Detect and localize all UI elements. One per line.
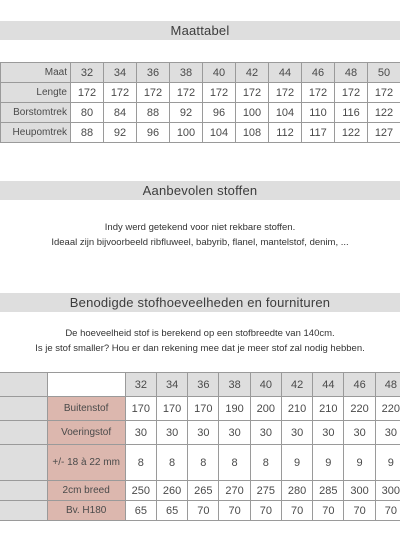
table-cell: 250	[125, 481, 156, 501]
table-cell: 172	[104, 83, 137, 103]
row-label	[0, 481, 47, 501]
table-cell: 100	[170, 123, 203, 143]
size-cell: 40	[250, 373, 281, 397]
row-label	[0, 501, 47, 521]
size-header-label: Maat	[1, 63, 71, 83]
table-cell: 117	[302, 123, 335, 143]
table-cell: 70	[313, 501, 344, 521]
size-cell: 48	[335, 63, 368, 83]
recommended-fabrics-text	[0, 220, 400, 250]
size-cell: 42	[281, 373, 312, 397]
empty-cell	[47, 373, 125, 397]
size-cell: 46	[344, 373, 375, 397]
row-label: Borstomtrek	[1, 103, 71, 123]
table-cell: 30	[281, 421, 312, 445]
table-cell: 84	[104, 103, 137, 123]
table-cell: 92	[170, 103, 203, 123]
table-row	[1, 83, 400, 103]
row-label: Lengte	[1, 83, 71, 103]
table-cell: 220	[375, 397, 400, 421]
table-cell: 88	[137, 103, 170, 123]
table-cell: 108	[236, 123, 269, 143]
table-cell: 170	[188, 397, 219, 421]
sub-label: Bv. H180	[47, 501, 125, 521]
table-cell: 30	[250, 421, 281, 445]
table-cell: 65	[156, 501, 187, 521]
fabric-header-label	[0, 373, 47, 397]
recommended-line-2: Ideaal zijn bijvoorbeeld ribfluweel, babyrib, flanel, mantelstof, denim, ...	[51, 237, 349, 248]
table-cell: 100	[236, 103, 269, 123]
table-cell: 70	[188, 501, 219, 521]
table-cell: 172	[137, 83, 170, 103]
table-cell: 30	[188, 421, 219, 445]
table-cell: 30	[313, 421, 344, 445]
size-chart-header-row	[1, 63, 400, 83]
table-cell: 9	[344, 445, 375, 481]
table-cell: 92	[104, 123, 137, 143]
size-chart-title: Maattabel	[0, 21, 400, 40]
table-row	[0, 397, 400, 421]
size-cell: 38	[170, 63, 203, 83]
table-cell: 70	[219, 501, 250, 521]
table-cell: 172	[302, 83, 335, 103]
table-row	[0, 481, 400, 501]
row-label	[0, 445, 47, 481]
row-label	[0, 421, 47, 445]
table-cell: 300	[375, 481, 400, 501]
table-cell: 30	[219, 421, 250, 445]
table-cell: 172	[203, 83, 236, 103]
fabric-line-2: Is je stof smaller? Hou er dan rekening mee dat je meer stof zal nodig hebben.	[35, 343, 365, 354]
table-cell: 172	[71, 83, 104, 103]
table-cell: 172	[269, 83, 302, 103]
table-cell: 122	[335, 123, 368, 143]
size-cell: 44	[269, 63, 302, 83]
table-cell: 104	[269, 103, 302, 123]
table-cell: 70	[344, 501, 375, 521]
table-cell: 30	[125, 421, 156, 445]
size-cell: 32	[125, 373, 156, 397]
table-cell: 190	[219, 397, 250, 421]
size-cell: 34	[156, 373, 187, 397]
row-label: Heupomtrek	[1, 123, 71, 143]
table-cell: 8	[125, 445, 156, 481]
table-row	[0, 445, 400, 481]
table-cell: 30	[375, 421, 400, 445]
table-cell: 30	[344, 421, 375, 445]
table-cell: 172	[335, 83, 368, 103]
table-cell: 9	[313, 445, 344, 481]
table-cell: 96	[203, 103, 236, 123]
row-label	[0, 397, 47, 421]
size-cell: 40	[203, 63, 236, 83]
table-cell: 265	[188, 481, 219, 501]
fabric-header-row	[0, 373, 400, 397]
table-cell: 300	[344, 481, 375, 501]
table-cell: 170	[125, 397, 156, 421]
size-cell: 36	[188, 373, 219, 397]
table-cell: 210	[313, 397, 344, 421]
size-cell: 46	[302, 63, 335, 83]
table-cell: 112	[269, 123, 302, 143]
table-cell: 122	[368, 103, 400, 123]
table-row	[0, 421, 400, 445]
table-cell: 127	[368, 123, 400, 143]
size-chart-table	[0, 62, 400, 143]
table-row	[1, 123, 400, 143]
size-cell: 50	[368, 63, 400, 83]
table-cell: 200	[250, 397, 281, 421]
table-cell: 172	[170, 83, 203, 103]
table-cell: 110	[302, 103, 335, 123]
table-cell: 104	[203, 123, 236, 143]
table-cell: 8	[188, 445, 219, 481]
sub-label: 2cm breed	[47, 481, 125, 501]
sub-label: +/- 18 à 22 mm	[47, 445, 125, 481]
table-cell: 170	[156, 397, 187, 421]
table-cell: 8	[250, 445, 281, 481]
table-cell: 280	[281, 481, 312, 501]
table-cell: 172	[368, 83, 400, 103]
table-cell: 270	[219, 481, 250, 501]
fabric-requirements-table	[0, 372, 400, 521]
table-cell: 88	[71, 123, 104, 143]
size-cell: 48	[375, 373, 400, 397]
sub-label: Voeringstof	[47, 421, 125, 445]
size-cell: 38	[219, 373, 250, 397]
table-cell: 220	[344, 397, 375, 421]
sub-label: Buitenstof	[47, 397, 125, 421]
table-cell: 9	[281, 445, 312, 481]
size-cell: 42	[236, 63, 269, 83]
table-cell: 116	[335, 103, 368, 123]
table-cell: 275	[250, 481, 281, 501]
recommended-fabrics-title: Aanbevolen stoffen	[0, 181, 400, 200]
table-cell: 65	[125, 501, 156, 521]
fabric-requirements-title: Benodigde stofhoeveelheden en fournituren	[0, 293, 400, 312]
size-cell: 32	[71, 63, 104, 83]
table-cell: 30	[156, 421, 187, 445]
table-cell: 80	[71, 103, 104, 123]
table-cell: 70	[281, 501, 312, 521]
size-cell: 44	[313, 373, 344, 397]
fabric-requirements-text	[0, 326, 400, 356]
table-cell: 8	[219, 445, 250, 481]
recommended-line-1: Indy werd getekend voor niet rekbare stoffen.	[104, 222, 296, 233]
size-cell: 34	[104, 63, 137, 83]
table-cell: 96	[137, 123, 170, 143]
size-cell: 36	[137, 63, 170, 83]
table-cell: 285	[313, 481, 344, 501]
table-cell: 8	[156, 445, 187, 481]
table-cell: 260	[156, 481, 187, 501]
table-row	[0, 501, 400, 521]
table-cell: 9	[375, 445, 400, 481]
table-cell: 70	[250, 501, 281, 521]
table-row	[1, 103, 400, 123]
table-cell: 172	[236, 83, 269, 103]
table-cell: 210	[281, 397, 312, 421]
fabric-line-1: De hoeveelheid stof is berekend op een stofbreedte van 140cm.	[65, 328, 335, 339]
table-cell: 70	[375, 501, 400, 521]
